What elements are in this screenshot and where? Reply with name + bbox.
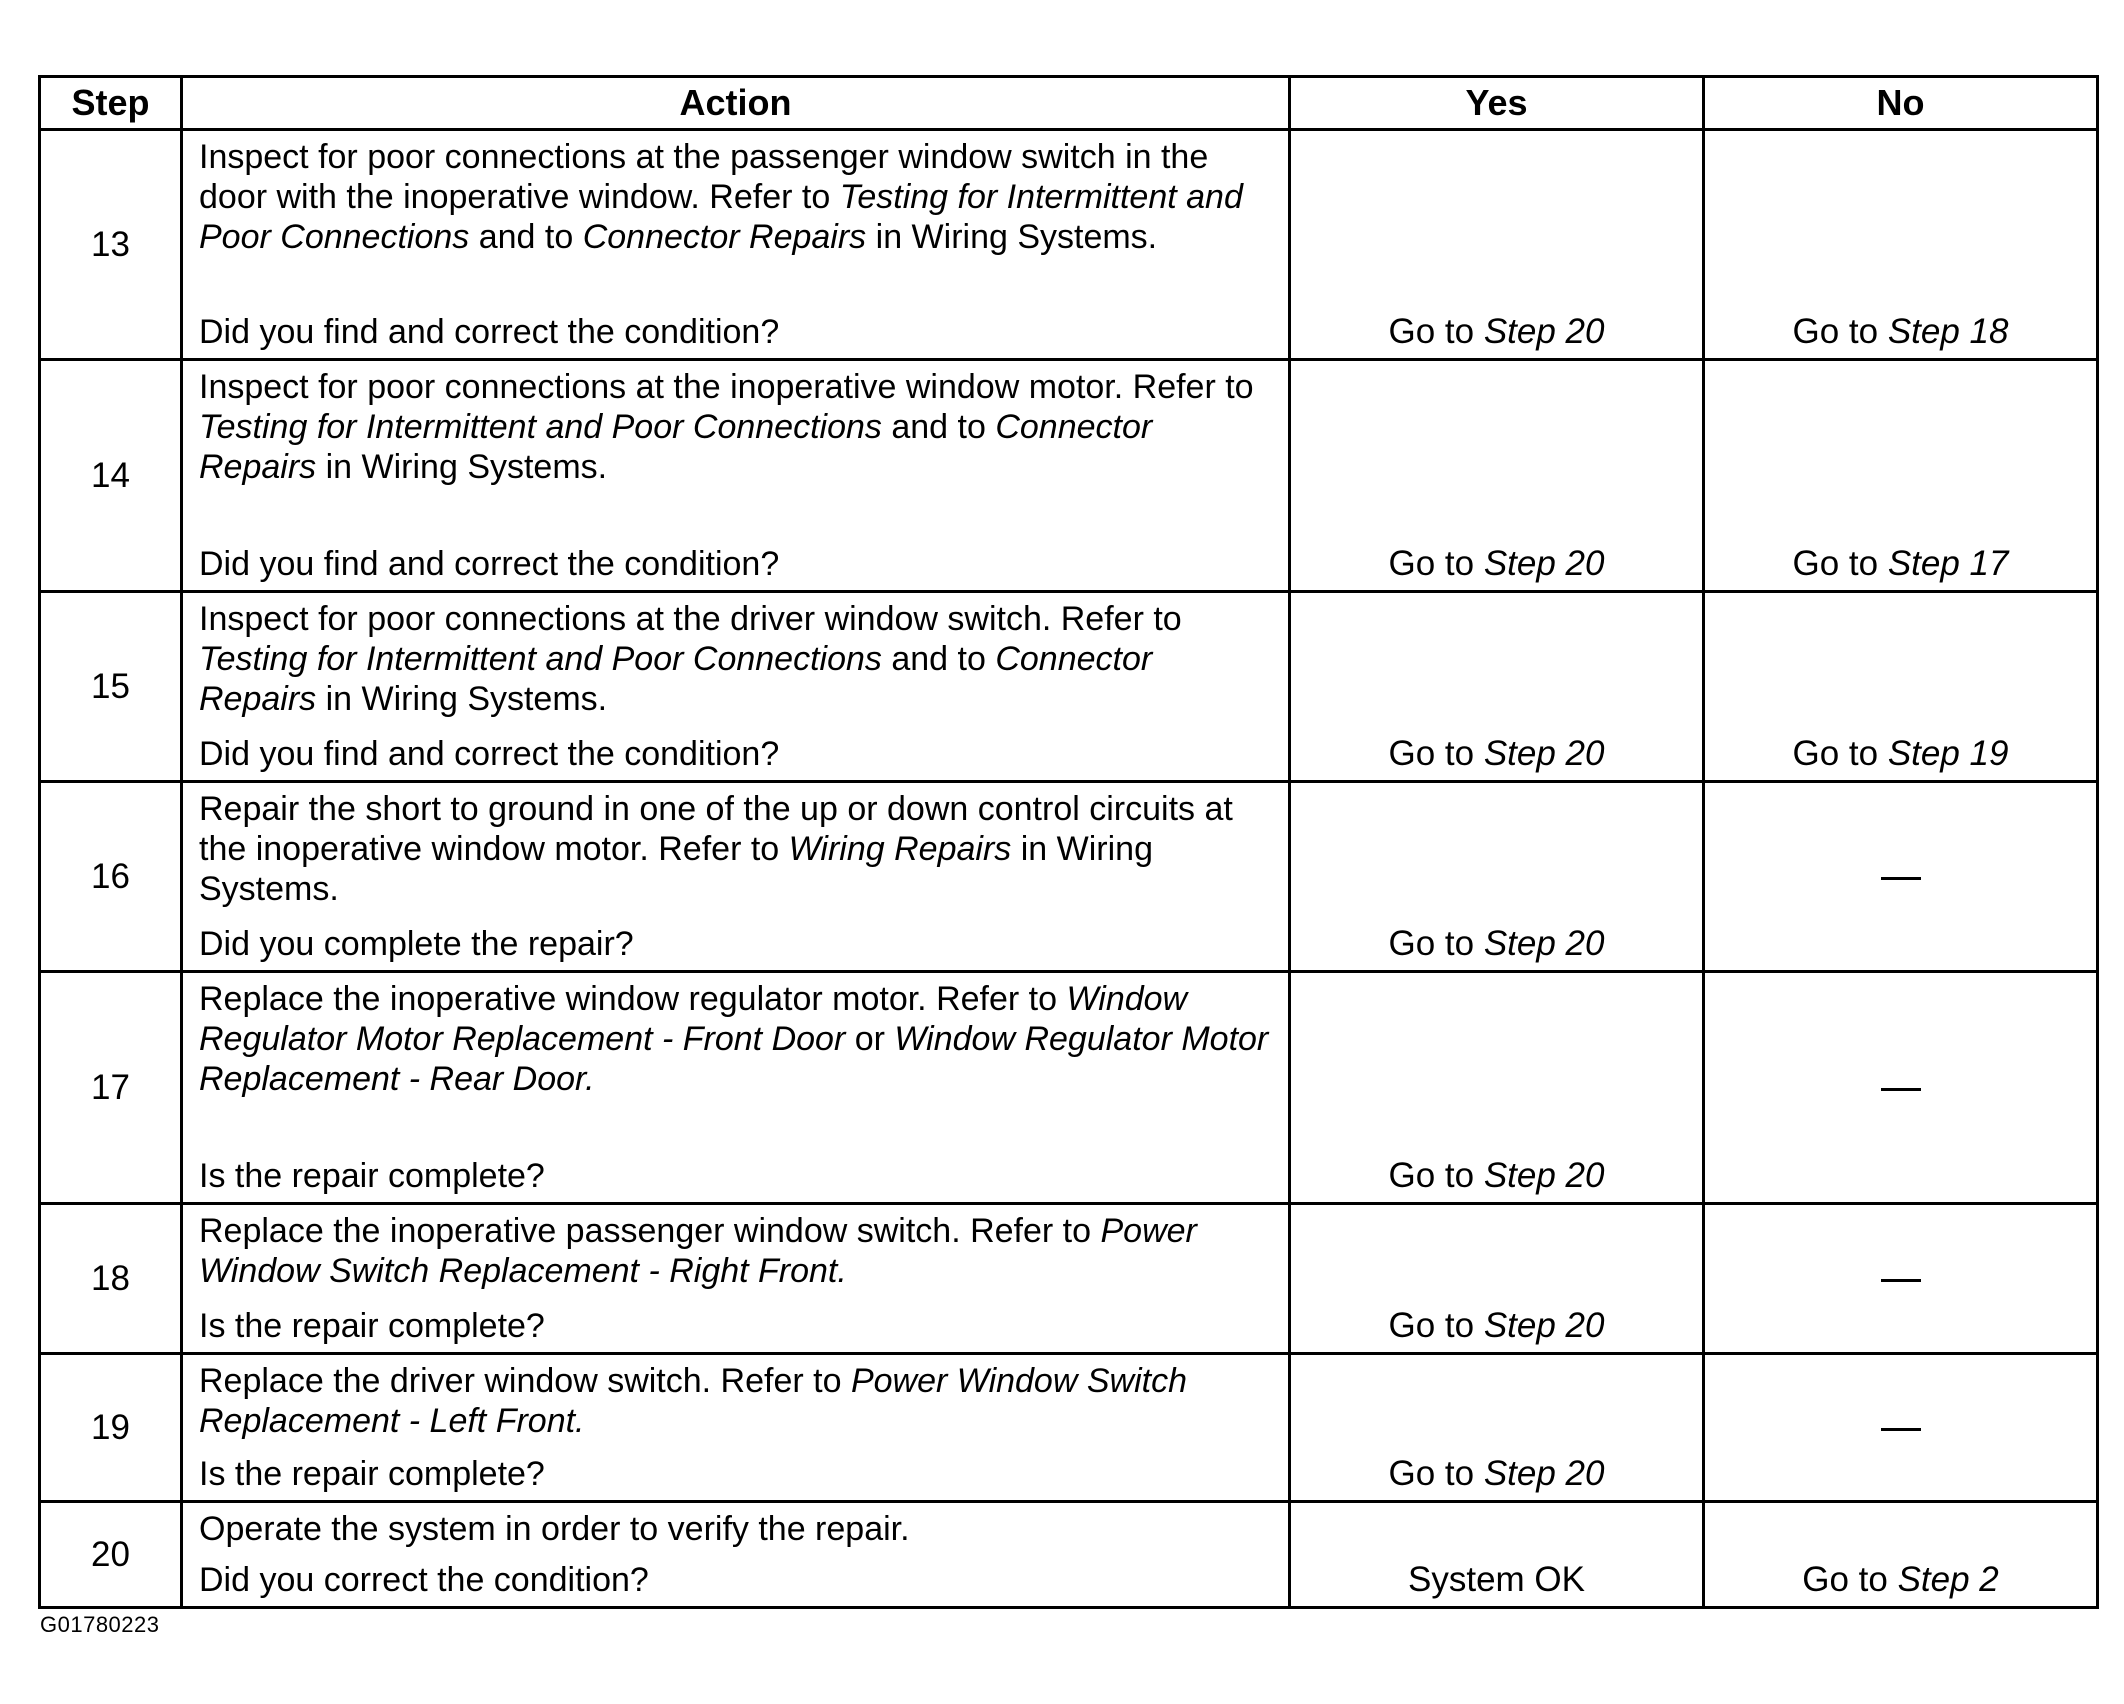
action-description bbox=[199, 979, 1272, 1099]
yes-step-reference: Step 20 bbox=[1483, 734, 1605, 773]
no-result bbox=[1704, 592, 2098, 782]
action-cell bbox=[182, 1502, 1290, 1608]
yes-text: System OK bbox=[1408, 1560, 1585, 1599]
action-content bbox=[199, 599, 1272, 774]
action-question: Did you find and correct the condition? bbox=[199, 545, 780, 583]
no-goto-prefix: Go to bbox=[1792, 544, 1888, 583]
step-number: 16 bbox=[40, 782, 182, 972]
action-cell bbox=[182, 592, 1290, 782]
yes-result bbox=[1290, 1502, 1704, 1608]
dash-mark bbox=[1881, 877, 1921, 880]
yes-goto-prefix: Go to bbox=[1388, 1306, 1484, 1345]
header-step: Step bbox=[40, 77, 182, 130]
yes-goto-prefix: Go to bbox=[1388, 1454, 1484, 1493]
table-row bbox=[40, 1204, 2098, 1354]
step-number: 13 bbox=[40, 130, 182, 360]
action-description bbox=[199, 1211, 1272, 1291]
action-reference: Connector Repairs bbox=[199, 640, 1153, 718]
no-step-reference: Step 18 bbox=[1887, 312, 2009, 351]
yes-result bbox=[1290, 592, 1704, 782]
action-cell bbox=[182, 1354, 1290, 1502]
action-description bbox=[199, 1361, 1272, 1441]
no-result bbox=[1704, 1204, 2098, 1354]
action-content bbox=[199, 1211, 1272, 1346]
no-result bbox=[1704, 130, 2098, 360]
no-goto-prefix: Go to bbox=[1792, 312, 1888, 351]
action-question: Is the repair complete? bbox=[199, 1455, 545, 1493]
action-text-part: Operate the system in order to verify the repair. bbox=[199, 1510, 910, 1548]
header-action: Action bbox=[182, 77, 1290, 130]
no-result bbox=[1704, 972, 2098, 1204]
no-result bbox=[1704, 782, 2098, 972]
action-content bbox=[199, 1509, 1272, 1600]
action-text-part: and to bbox=[881, 640, 996, 678]
action-reference: Power Window Switch Replacement - Right Front. bbox=[199, 1212, 1197, 1290]
table-header-row bbox=[40, 77, 2098, 130]
yes-result bbox=[1290, 130, 1704, 360]
action-text-part: or bbox=[845, 1020, 895, 1058]
table-row bbox=[40, 1502, 2098, 1608]
table-row bbox=[40, 782, 2098, 972]
action-text-part: in Wiring Systems. bbox=[316, 680, 608, 718]
action-cell bbox=[182, 1204, 1290, 1354]
action-text-part: in Wiring Systems. bbox=[199, 830, 1153, 908]
action-content bbox=[199, 137, 1272, 352]
yes-step-reference: Step 20 bbox=[1483, 544, 1605, 583]
action-reference: Wiring Repairs bbox=[788, 830, 1012, 868]
action-content bbox=[199, 367, 1272, 584]
dash-mark bbox=[1881, 1428, 1921, 1431]
yes-step-reference: Step 20 bbox=[1483, 312, 1605, 351]
action-reference: Window Regulator Motor Replacement - Front Door bbox=[199, 980, 1188, 1058]
action-text-part: Replace the inoperative window regulator motor. Refer to bbox=[199, 980, 1067, 1018]
step-number: 15 bbox=[40, 592, 182, 782]
step-number: 18 bbox=[40, 1204, 182, 1354]
yes-goto-prefix: Go to bbox=[1388, 734, 1484, 773]
yes-goto-prefix: Go to bbox=[1388, 544, 1484, 583]
action-question: Did you find and correct the condition? bbox=[199, 735, 780, 773]
action-text-part: Inspect for poor connections at the passenger window switch in the door with the inoperative window. Refer to bbox=[199, 138, 1209, 216]
yes-goto-prefix: Go to bbox=[1388, 924, 1484, 963]
action-question: Did you complete the repair? bbox=[199, 925, 634, 963]
action-reference: Window Regulator Motor Replacement - Rear Door. bbox=[199, 1020, 1269, 1098]
yes-goto-prefix: Go to bbox=[1388, 312, 1484, 351]
table-row bbox=[40, 1354, 2098, 1502]
no-result bbox=[1704, 1502, 2098, 1608]
figure-id: G01780223 bbox=[40, 1612, 160, 1637]
action-description bbox=[199, 137, 1272, 257]
action-reference: Testing for Intermittent and Poor Connections bbox=[199, 178, 1243, 256]
step-number: 17 bbox=[40, 972, 182, 1204]
action-text-part: Inspect for poor connections at the driver window switch. Refer to bbox=[199, 600, 1182, 638]
yes-result bbox=[1290, 1204, 1704, 1354]
action-text-part: in Wiring Systems. bbox=[316, 448, 608, 486]
action-text-part: Replace the inoperative passenger window switch. Refer to bbox=[199, 1212, 1101, 1250]
no-result bbox=[1704, 1354, 2098, 1502]
action-cell bbox=[182, 972, 1290, 1204]
action-reference: Power Window Switch Replacement - Left Front. bbox=[199, 1362, 1187, 1440]
dash-mark bbox=[1881, 1088, 1921, 1091]
table-row bbox=[40, 592, 2098, 782]
action-reference: Testing for Intermittent and Poor Connections bbox=[199, 640, 882, 678]
action-reference: Connector Repairs bbox=[582, 218, 867, 256]
diagnostic-table bbox=[38, 75, 2099, 1609]
no-step-reference: Step 19 bbox=[1887, 734, 2009, 773]
action-description bbox=[199, 599, 1272, 719]
yes-result bbox=[1290, 782, 1704, 972]
table-row bbox=[40, 360, 2098, 592]
action-reference: Connector Repairs bbox=[199, 408, 1153, 486]
no-goto-prefix: Go to bbox=[1802, 1560, 1898, 1599]
header-yes: Yes bbox=[1290, 77, 1704, 130]
action-text-part: in Wiring Systems. bbox=[866, 218, 1158, 256]
yes-step-reference: Step 20 bbox=[1483, 924, 1605, 963]
table-row bbox=[40, 972, 2098, 1204]
action-question: Did you find and correct the condition? bbox=[199, 313, 780, 351]
action-cell bbox=[182, 360, 1290, 592]
yes-result bbox=[1290, 1354, 1704, 1502]
action-cell bbox=[182, 782, 1290, 972]
action-description bbox=[199, 1509, 1272, 1549]
action-text-part: Replace the driver window switch. Refer to bbox=[199, 1362, 851, 1400]
step-number: 19 bbox=[40, 1354, 182, 1502]
table-row bbox=[40, 130, 2098, 360]
header-no: No bbox=[1704, 77, 2098, 130]
dash-mark bbox=[1881, 1279, 1921, 1282]
yes-result bbox=[1290, 972, 1704, 1204]
action-text-part: and to bbox=[881, 408, 996, 446]
step-number: 20 bbox=[40, 1502, 182, 1608]
no-goto-prefix: Go to bbox=[1792, 734, 1888, 773]
action-question: Is the repair complete? bbox=[199, 1307, 545, 1345]
yes-step-reference: Step 20 bbox=[1483, 1156, 1605, 1195]
no-result bbox=[1704, 360, 2098, 592]
action-content bbox=[199, 979, 1272, 1196]
yes-result bbox=[1290, 360, 1704, 592]
step-number: 14 bbox=[40, 360, 182, 592]
no-step-reference: Step 2 bbox=[1897, 1560, 1999, 1599]
action-cell bbox=[182, 130, 1290, 360]
action-question: Is the repair complete? bbox=[199, 1157, 545, 1195]
action-text-part: and to bbox=[469, 218, 583, 256]
action-text-part: Inspect for poor connections at the inoperative window motor. Refer to bbox=[199, 368, 1254, 406]
action-content bbox=[199, 1361, 1272, 1494]
yes-step-reference: Step 20 bbox=[1483, 1306, 1605, 1345]
yes-step-reference: Step 20 bbox=[1483, 1454, 1605, 1493]
action-content bbox=[199, 789, 1272, 964]
action-reference: Testing for Intermittent and Poor Connections bbox=[199, 408, 882, 446]
action-description bbox=[199, 367, 1272, 487]
action-text-part: Repair the short to ground in one of the up or down control circuits at the inoperative window motor. Refer to bbox=[199, 790, 1233, 868]
action-description bbox=[199, 789, 1272, 909]
yes-goto-prefix: Go to bbox=[1388, 1156, 1484, 1195]
table-body bbox=[40, 130, 2098, 1608]
action-question: Did you correct the condition? bbox=[199, 1561, 649, 1599]
no-step-reference: Step 17 bbox=[1887, 544, 2009, 583]
